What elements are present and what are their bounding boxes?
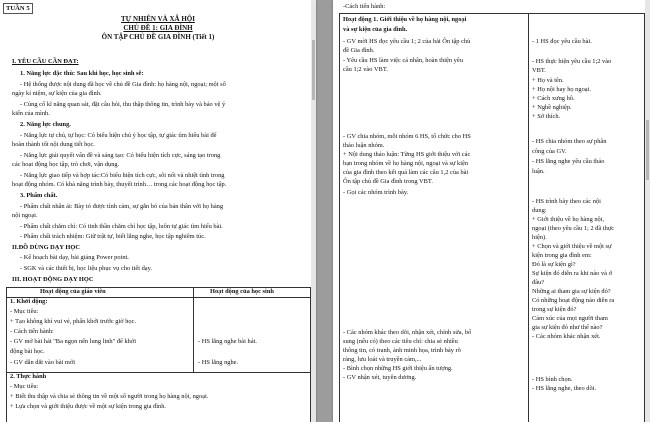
table-cell: - HS lắng nghe yêu cầu thảo <box>532 158 605 165</box>
table-cell: gia sự kiện đó như thế nào? <box>532 324 603 331</box>
table-cell: Sự kiện đó diễn ra khi nào và ở <box>532 270 612 277</box>
table-cell: VBT. <box>532 67 546 74</box>
table-cell: sung (nếu có) theo các tiêu chí: chia sẻ nhiều <box>343 338 458 345</box>
table-cell: ngoại (theo yêu cầu 1; 2 đã thực <box>532 225 615 232</box>
table-cell: - HS trình bày theo các nội <box>532 198 601 205</box>
text-line: các hoạt động học tập, trò chơi, vận dụng. <box>12 161 120 168</box>
table-cell: hiện). <box>532 234 547 241</box>
table-cell: - Các nhóm khác nhận xét. <box>532 333 601 340</box>
text-line: hoàn thành tốt nội dung tiết học. <box>12 141 95 148</box>
table-cell: - Yêu cầu HS làm việc cá nhân, hoàn thiện yêu <box>343 57 463 64</box>
table-cell: công của GV. <box>532 148 567 155</box>
table-cell: - HS lắng nghe, theo dõi. <box>532 385 597 392</box>
table-cell: + Lựa chọn và giới thiệu được về một sự kiện trong gia đình. <box>10 403 166 410</box>
table-cell: - GV chia nhóm, mỗi nhóm 6 HS, tổ chức cho HS <box>343 133 471 140</box>
text-line: nội ngoại. <box>12 212 38 219</box>
text-line: - Năng lực giải quyết vấn đề và sáng tạo: Có biểu hiện tích cực, sáng tạo trong <box>20 152 221 159</box>
table-cell: Có những hoạt động nào diễn ra <box>532 297 615 304</box>
table-cell: của gia đình theo kết quả làm các câu 1,2 của bài <box>343 169 469 176</box>
table-cell: - GV mở bài hát "Ba ngọn nến lung linh" để khởi <box>10 338 136 345</box>
table-cell: Đó là sự kiện gì? <box>532 261 576 268</box>
table-cell: - Gọi các nhóm trình bày. <box>343 189 409 196</box>
text-line: - Hệ thống được nội dung đã học về chủ đề Gia đình: họ hàng nội, ngoại; một số <box>20 81 226 88</box>
week-label: TUẦN 5 <box>3 3 33 14</box>
table-cell: + Nội dung thảo luận: Từng HS giới thiệu với các <box>343 151 471 158</box>
table-header-student: Hoạt động của học sinh <box>210 288 274 295</box>
table-cell: - HS chia nhóm theo sự phân <box>532 138 607 145</box>
text-line: ngày kỉ niệm, sự kiện của gia đình. <box>12 90 102 97</box>
table-cell: trong sự kiện đó? <box>532 306 577 313</box>
table-cell: - GV dẫn dắt vào bài mới <box>10 359 76 366</box>
text-line: - SGK và các thiết bị, học liệu phục vụ cho tiết dạy. <box>20 265 152 272</box>
table-cell: thông tin, có tranh, ảnh minh họa, trình bày rõ <box>343 347 461 354</box>
activity-title: Hoạt động 1. Giới thiệu về họ hàng nội, ngoại <box>343 16 467 23</box>
table-cell: đề Gia đình. <box>343 47 375 54</box>
table-cell: thảo luận nhóm. <box>343 142 385 149</box>
table-cell: + Sở thích. <box>532 113 561 120</box>
text-line: - Củng cố kĩ năng quan sát, đặt câu hỏi, thu thập thông tin, trình bày và bảo vệ ý <box>20 101 226 108</box>
table-cell: - Cách tiến hành: <box>10 328 54 335</box>
table-cell: - HS lắng nghe bài hát. <box>198 338 257 345</box>
table-cell: kiện trong gia đình em: <box>532 252 592 259</box>
table-section-title: 2. Thực hành <box>10 373 47 380</box>
table-cell: + Cách xưng hô. <box>532 95 575 102</box>
table-cell: Cảm xúc của mọi người tham <box>532 315 608 322</box>
page-1-scrollbar[interactable] <box>311 0 316 422</box>
table-cell: động bài học. <box>10 348 45 355</box>
text-line: - Năng lực giao tiếp và hợp tác:Có biểu hiện tích cực, sôi nổi và nhiệt tình trong <box>20 172 225 179</box>
subject-title: TỰ NHIÊN VÀ XÃ HỘI <box>121 15 195 23</box>
text-line: kiến của mình. <box>12 110 50 117</box>
table-cell: đâu? <box>532 279 545 286</box>
table-cell: + Giới thiệu về họ hàng nội, <box>532 216 605 223</box>
table-cell: ràng, lưu loát và truyền cảm,... <box>343 356 422 363</box>
topic-title: CHỦ ĐỀ 1: GIA ĐÌNH <box>123 24 193 32</box>
text-line: - Kế hoạch bài dạy, bài giảng Power point. <box>20 254 129 261</box>
text-line: - Phẩm chất nhân ái: Bày tỏ được tình cảm, sự gắn bó của bản thân với họ hàng <box>20 203 224 210</box>
document-page-2 <box>333 0 650 422</box>
table-header-teacher: Hoạt động của giáo viên <box>40 288 106 295</box>
table-cell: - 1 HS đọc yêu cầu bài. <box>532 38 592 45</box>
table-cell: cầu 1;2 vào VBT. <box>343 66 388 73</box>
section-1-heading: I. YÊU CẦU CẦN ĐẠT: <box>12 58 79 65</box>
table-cell: - HS lắng nghe. <box>198 359 239 366</box>
text-line: - Năng lực tự chủ, tự học: Có biểu hiện chú ý học tập, tự giác tìm hiểu bài để <box>20 132 217 139</box>
document-page-1 <box>0 0 316 422</box>
table-cell: luận. <box>532 168 545 175</box>
table-cell: - GV mời HS đọc yêu cầu 1; 2 của bài Ôn tập chủ <box>343 38 471 45</box>
table-cell: + Nghề nghiệp. <box>532 104 572 111</box>
subsection-heading: 1. Năng lực đặc thù: Sau khi học, học sinh sẽ: <box>20 70 144 77</box>
table-cell: - GV nhận xét, tuyên dương. <box>343 374 417 381</box>
section-2-heading: II.ĐỒ DÙNG DẠY HỌC <box>12 244 80 251</box>
table-cell: + Chọn và giới thiệu về một sự <box>532 243 612 250</box>
table-cell: + Họ nội hay họ ngoại. <box>532 86 591 93</box>
scrollbar-thumb[interactable] <box>312 40 315 100</box>
table-cell: + Tạo không khí vui vẻ, phấn khởi trước giờ học. <box>10 318 137 325</box>
activity-title: và sự kiện của gia đình. <box>343 26 408 33</box>
table-cell: Ôn tập chủ đề Gia đình trong VBT. <box>343 178 433 185</box>
table-cell: + Biết thu thập và chia sẻ thông tin về một số người trong họ hàng nội, ngoại. <box>10 393 209 400</box>
page-2-scrollbar[interactable] <box>645 0 650 422</box>
table-cell: + Họ và tên. <box>532 77 564 84</box>
text-line: hoạt động nhóm. Có khả năng trình bày, thuyết trình… trong các hoạt động học tập. <box>12 181 227 188</box>
table-cell: Những ai tham gia sự kiện đó? <box>532 288 611 295</box>
table-cell: bạn trong nhóm về họ hàng nội, ngoại và sự kiện <box>343 160 469 167</box>
section-3-heading: III. HOẠT ĐỘNG DẠY HỌC <box>12 276 94 283</box>
text-line: - Phẩm chất trách nhiệm: Giữ trật tự, biết lắng nghe, học tập nghiêm túc. <box>20 233 206 240</box>
table-cell: - HS bình chọn. <box>532 376 573 383</box>
subsection-heading: 3. Phẩm chất. <box>20 192 58 199</box>
text-line: -Cách tiến hành: <box>343 3 386 10</box>
lesson-title: ÔN TẬP CHỦ ĐỀ GIA ĐÌNH (Tiết 1) <box>101 33 215 41</box>
table-cell: dung: <box>532 207 547 214</box>
text-line: - Phẩm chất chăm chỉ: Có tinh thần chăm chỉ học tập, luôn tự giác tìm hiểu bài. <box>20 223 223 230</box>
table-section-title: 1. Khởi động: <box>10 298 48 305</box>
subsection-heading: 2. Năng lực chung. <box>20 121 71 128</box>
table-cell: - Bình chọn những HS giới thiệu ấn tượng. <box>343 365 453 372</box>
table-cell: - Mục tiêu: <box>10 383 39 390</box>
table-cell: - HS thực hiện yêu cầu 1;2 vào <box>532 58 612 65</box>
scrollbar-thumb[interactable] <box>646 120 649 180</box>
table-cell: - Mục tiêu: <box>10 308 39 315</box>
table-cell: - Các nhóm khác theo dõi, nhận xét, chỉnh sửa, bổ <box>343 329 472 336</box>
